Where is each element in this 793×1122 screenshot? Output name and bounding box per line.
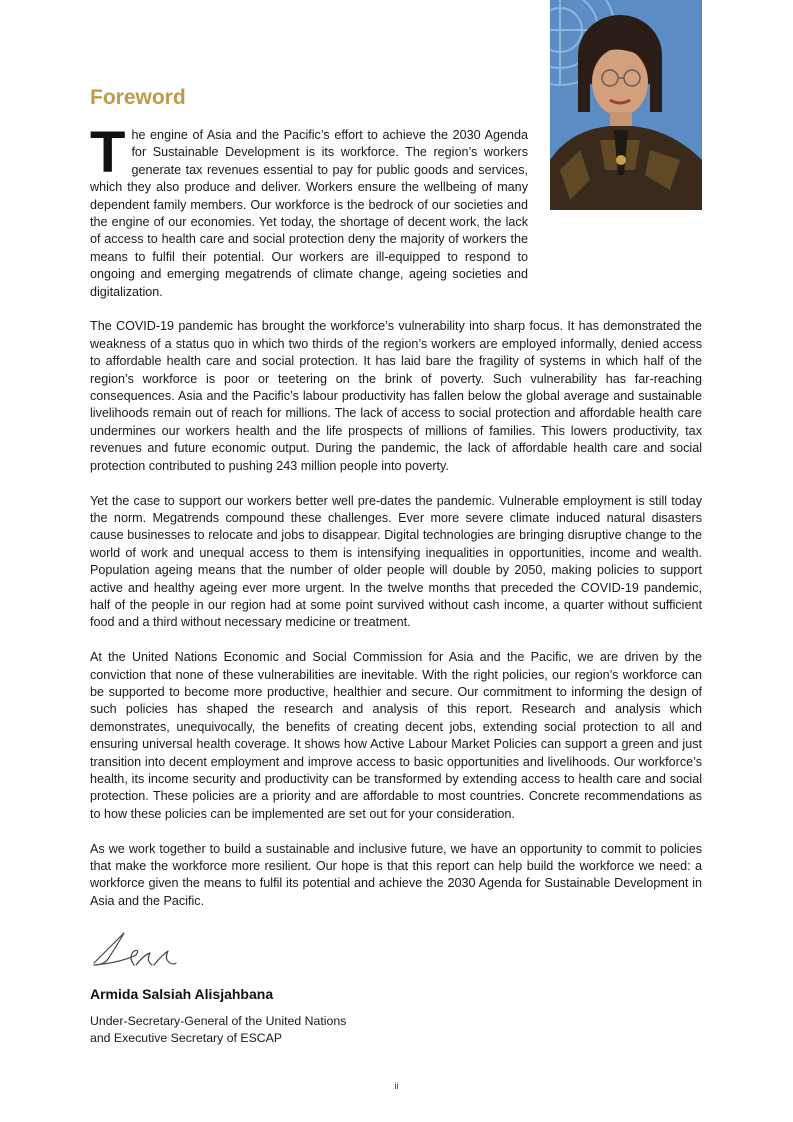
paragraph-1 xyxy=(90,120,528,301)
signatory-title-line-1: Under-Secretary-General of the United Nations xyxy=(90,1014,347,1028)
paragraph-4: At the United Nations Economic and Social Commission for Asia and the Pacific, we are driven by the conviction that none of these vulnerabilities are inevitable. With the right policies, our region’s workforce can be supported to become more productive, healthier and secure. Our commitment to informing the design of such policies has shaped the research and analysis of this report. Research and analysis which demonstrates, unequivocally, the benefits of creating decent jobs, extending social protection to all and ensuring universal health coverage. It shows how Active Labour Market Policies can support a green and just transition into decent employment and improve access to basic opportunities and livelihoods. Our workforce’s health, its income security and productivity can be transformed by extending access to health care and social protection. These policies are a priority and are affordable to most countries. Concrete recommendations as to how these policies can be implemented are set out for your consideration. xyxy=(90,650,702,821)
signatory-title-line-2: and Executive Secretary of ESCAP xyxy=(90,1031,283,1046)
page-number: ii xyxy=(394,1081,399,1091)
paragraph-5: As we work together to build a sustainable and inclusive future, we have an opportunity to commit to policies that make the workforce more resilient. Our hope is that this report can help build the workforce we need: a workforce given the means to fulfil its potential and achieve the 2030 Agenda for Sustainable Development in Asia and the Pacific. xyxy=(90,841,702,908)
paragraph-1-text: he engine of Asia and the Pacific’s effort to achieve the 2030 Agenda for Sustainable Development is its workforce. The region’s workers generate tax revenues essential to pay for public goods and services, which they also produce and deliver. Workers ensure the wellbeing of many dependent family members. Our workforce is the bedrock of our societies and the engine of our economies. Yet today, the shortage of decent work, the lack of access to health care and social protection deny the majority of workers the means to fulfil their potential. Our workers are ill-equipped to respond to ongoing and emerging megatrends of climate change, ageing societies and digitalization. xyxy=(90,128,528,299)
paragraph-2: The COVID-19 pandemic has brought the workforce’s vulnerability into sharp focus. It has demonstrated the weakness of a status quo in which two thirds of the region’s workers are employed informally, denied access to affordable health care and social protection. It has laid bare the fragility of systems in which half of the region’s workforce is poor or teetering on the brink of poverty. Such vulnerability has far-reaching consequences. Asia and the Pacific’s labour productivity has fallen below the global average and sustainable livelihoods remain out of reach for millions. The lack of access to social protection and affordable health care undermines our workers health and the life prospects of millions of families. This lowers productivity, tax revenues and future economic output. During the pandemic, the lack of affordable health care and social protection contributed to pushing 243 million people into poverty. xyxy=(90,319,702,473)
page-title: Foreword xyxy=(90,86,186,109)
paragraph-3: Yet the case to support our workers better well pre-dates the pandemic. Vulnerable employment is still today the norm. Megatrends compound these challenges. Ever more severe climate induced natural disasters cause businesses to relocate and jobs to disappear. Digital technologies are bringing disruptive change to the world of work and unequal access to them is intensifying inequalities in opportunities, income and wealth. Population ageing means that the number of older people will double by 2050, making policies to support active and healthy ageing ever more urgent. In the twelve months that preceded the COVID-19 pandemic, half of the people in our region had at some point survived without cash income, a quarter without sufficient food and a third without necessary medicine or treatment. xyxy=(90,493,702,630)
drop-cap: T xyxy=(90,120,126,185)
foreword-body xyxy=(90,120,702,928)
signatory-title xyxy=(90,1013,346,1048)
signature-image xyxy=(90,925,190,975)
signatory-name: Armida Salsiah Alisjahbana xyxy=(90,986,274,1002)
